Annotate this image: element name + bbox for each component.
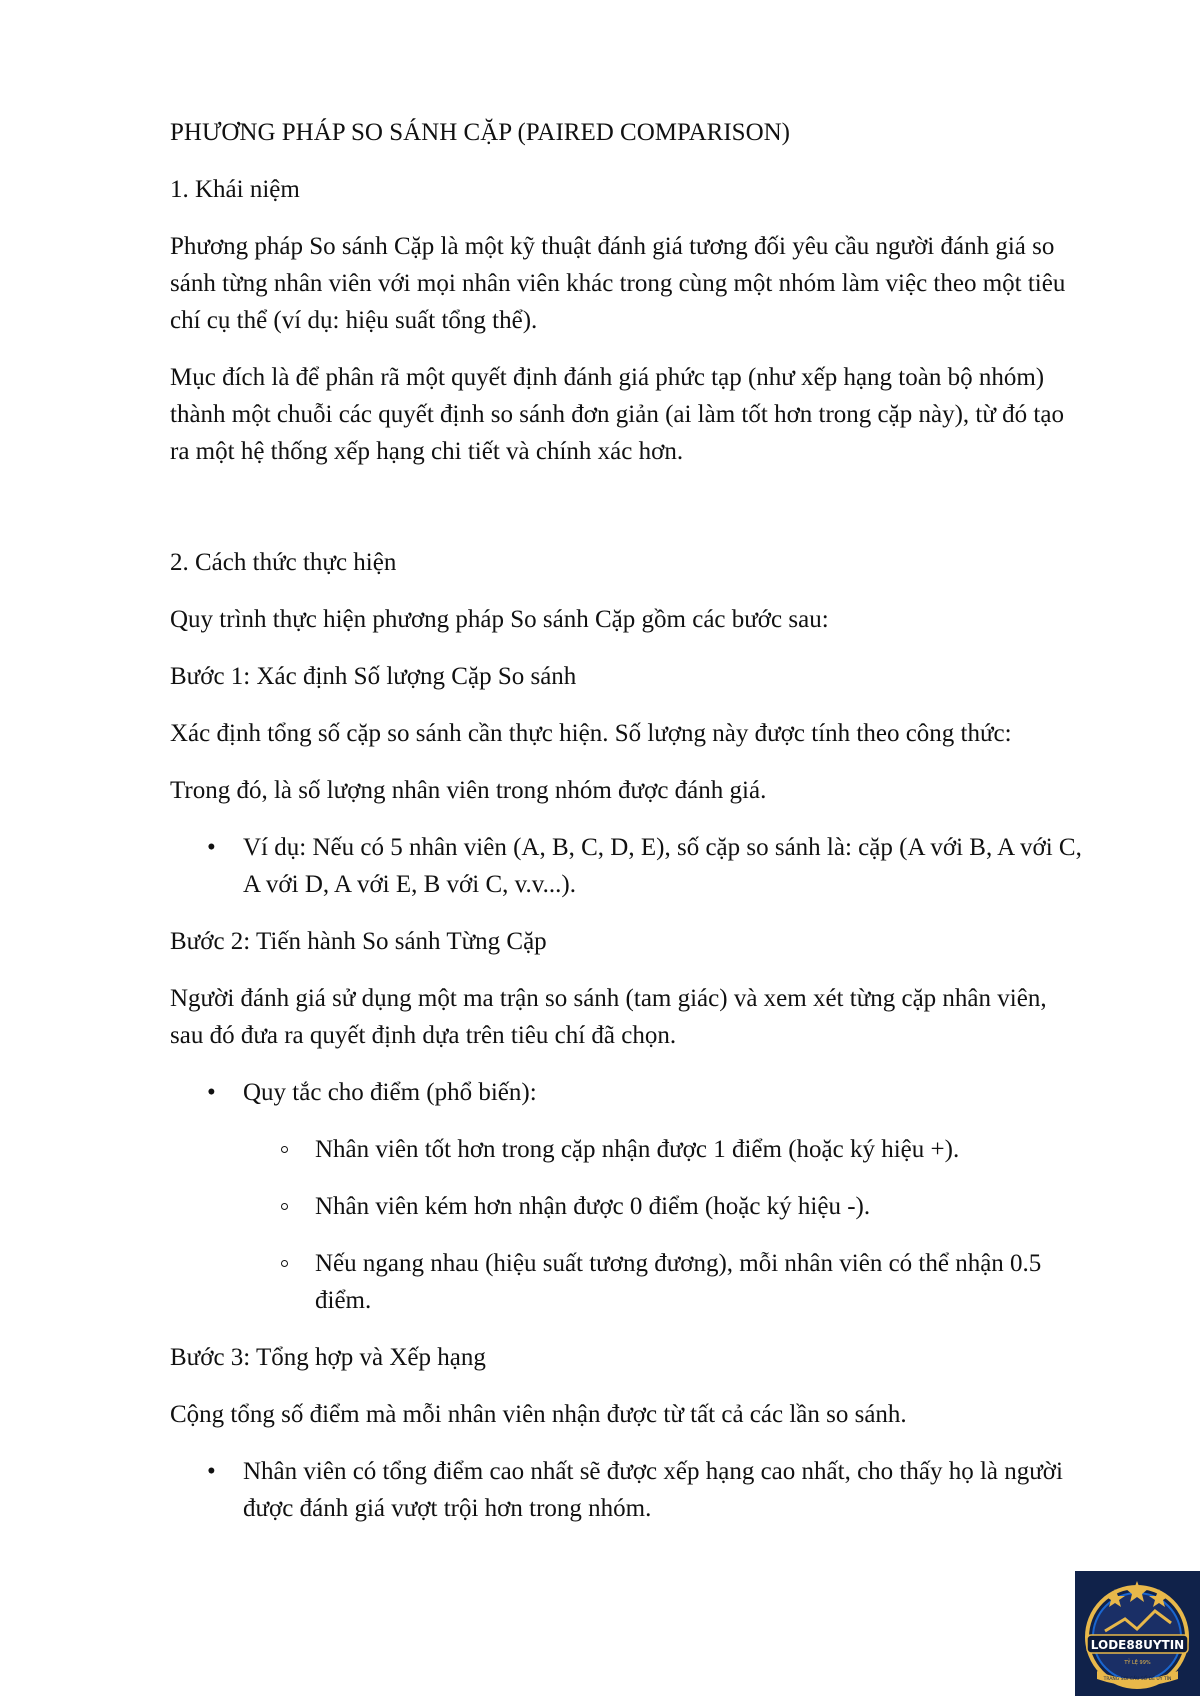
bullet-icon: • [207, 1079, 216, 1106]
step3-paragraph-1: Cộng tổng số điểm mà mỗi nhân viên nhận được từ tất cả các lần so sánh. [170, 1401, 907, 1428]
method-intro: Quy trình thực hiện phương pháp So sánh Cặp gồm các bước sau: [170, 606, 829, 633]
document-body [170, 114, 1085, 1547]
hollow-bullet-icon [281, 1203, 288, 1210]
list-item [170, 829, 1085, 903]
section-heading-concept: 1. Khái niệm [170, 176, 300, 203]
sub-list-item-text: Nếu ngang nhau (hiệu suất tương đương), mỗi nhân viên có thể nhận 0.5 điểm. [315, 1250, 1042, 1314]
hollow-bullet-icon [281, 1146, 288, 1153]
sub-list-item [170, 1188, 1085, 1225]
concept-paragraph-2: Mục đích là để phân rã một quyết định đánh giá phức tạp (như xếp hạng toàn bộ nhóm) thành một chuỗi các quyết định so sánh đơn giản (ai làm tốt hơn trong cặp này), từ đó tạo ra một hệ thống xếp hạng chi tiết và chính xác hơn. [170, 364, 1064, 465]
bullet-icon: • [207, 834, 216, 861]
step3-bullet-list [170, 1453, 1085, 1527]
hollow-bullet-icon [281, 1260, 288, 1267]
logo-subtag: TỶ LỆ 99% [1124, 1660, 1151, 1666]
sub-list-item [170, 1245, 1085, 1319]
step2-heading: Bước 2: Tiến hành So sánh Từng Cặp [170, 928, 547, 955]
step3-heading: Bước 3: Tổng hợp và Xếp hạng [170, 1344, 486, 1371]
list-item [170, 1074, 1085, 1319]
sub-list-item-text: Nhân viên kém hơn nhận được 0 điểm (hoặc ký hiệu -). [315, 1193, 871, 1220]
list-item-text: Quy tắc cho điểm (phổ biến): [243, 1079, 537, 1106]
step1-paragraph-2: Trong đó, là số lượng nhân viên trong nhóm được đánh giá. [170, 777, 767, 804]
step1-bullet-list [170, 829, 1085, 903]
step1-paragraph-1: Xác định tổng số cặp so sánh cần thực hiện. Số lượng này được tính theo công thức: [170, 720, 1012, 747]
site-logo [1075, 1571, 1200, 1696]
logo-wordmark: LODE88UYTIN [1090, 1638, 1185, 1652]
list-item-text: Ví dụ: Nếu có 5 nhân viên (A, B, C, D, E), số cặp so sánh là: cặp (A với B, A với C, A với D, A với E, B với C, v.v...). [243, 834, 1082, 898]
scoring-rules-list [170, 1131, 1085, 1319]
step2-bullet-list [170, 1074, 1085, 1319]
bullet-icon: • [207, 1458, 216, 1485]
sub-list-item [170, 1131, 1085, 1168]
list-item-text: Nhân viên có tổng điểm cao nhất sẽ được xếp hạng cao nhất, cho thấy họ là người được đánh giá vượt trội hơn trong nhóm. [243, 1458, 1063, 1522]
logo-tagline: TRANG SOI CẦU SỐ ĐỀ UY TÍN [1103, 1677, 1172, 1682]
step1-heading: Bước 1: Xác định Số lượng Cặp So sánh [170, 663, 577, 690]
concept-paragraph-1: Phương pháp So sánh Cặp là một kỹ thuật đánh giá tương đối yêu cầu người đánh giá so sánh từng nhân viên với mọi nhân viên khác trong cùng một nhóm làm việc theo một tiêu chí cụ thể (ví dụ: hiệu suất tổng thể). [170, 233, 1066, 334]
document-title: PHƯƠNG PHÁP SO SÁNH CẶP (PAIRED COMPARISON) [170, 119, 791, 146]
section-heading-method: 2. Cách thức thực hiện [170, 549, 397, 576]
sub-list-item-text: Nhân viên tốt hơn trong cặp nhận được 1 điểm (hoặc ký hiệu +). [315, 1136, 960, 1163]
list-item [170, 1453, 1085, 1527]
step2-paragraph-1: Người đánh giá sử dụng một ma trận so sánh (tam giác) và xem xét từng cặp nhân viên, sau đó đưa ra quyết định dựa trên tiêu chí đã chọn. [170, 985, 1047, 1049]
logo-emblem-icon [1075, 1571, 1200, 1696]
